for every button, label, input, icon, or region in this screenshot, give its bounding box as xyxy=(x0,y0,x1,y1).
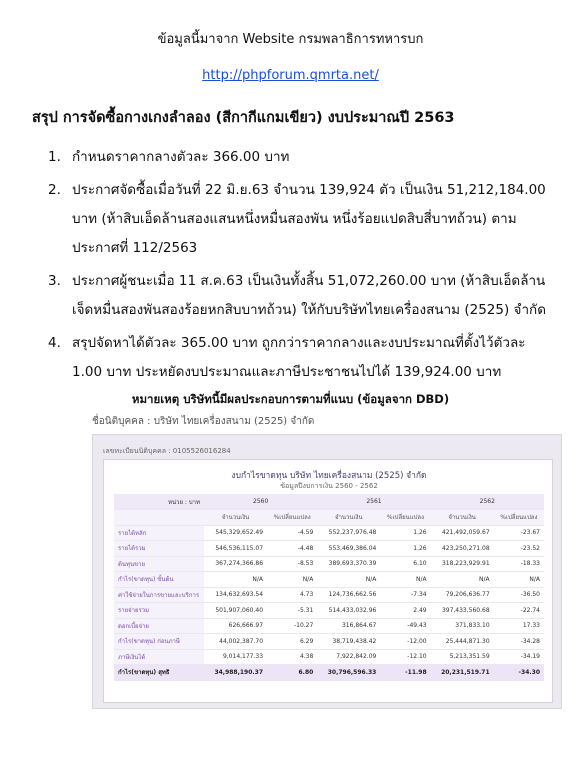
table-cell: 6.80 xyxy=(267,665,317,681)
table-row xyxy=(114,572,544,588)
summary-item-text: ประกาศจัดซื้อเมื่อวันที่ 22 มิ.ย.63 จำนวน 139,924 ตัว เป็นเงิน 51,212,184.00 บาท (ห้าสิบเอ็ดล้านสองแสนหนึ่งหมื่นสองพัน หนึ่งร้อยแปดสิบสี่บาทถ้วน) ตามประกาศที่ 112/2563 xyxy=(72,182,546,256)
table-cell: 6.29 xyxy=(267,634,317,650)
remark-note: หมายเหตุ บริษัทนี้มีผลประกอบการตามที่แนบ (ข้อมูลจาก DBD) xyxy=(131,392,450,406)
table-row xyxy=(114,525,544,541)
summary-item-text: ประกาศผู้ชนะเมื่อ 11 ส.ค.63 เป็นเงินทั้งสิ้น 51,072,260.00 บาท (ห้าสิบเอ็ดล้านเจ็ดหมื่นสองพันสองร้อยหกสิบบาทถ้วน) ให้กับบริษัทไทยเครื่องสนาม (2525) จำกัด xyxy=(72,273,546,318)
summary-item-number: 2. xyxy=(48,182,61,198)
sub-header: %เปลี่ยนแปลง xyxy=(267,510,317,526)
table-cell: 421,492,059.67 xyxy=(431,525,494,541)
summary-list xyxy=(48,143,558,391)
income-statement-table xyxy=(114,494,544,681)
table-cell: N/A xyxy=(431,572,494,588)
company-label: ชื่อนิติบุคคล : บริษัท ไทยเครื่องสนาม (2525) จำกัด xyxy=(92,416,315,427)
table-cell: 44,002,387.70 xyxy=(204,634,267,650)
table-cell: -23.52 xyxy=(494,541,544,557)
table-cell: 20,231,519.71 xyxy=(431,665,494,681)
table-cell: N/A xyxy=(380,572,430,588)
table-cell: 25,444,871.30 xyxy=(431,634,494,650)
row-label: กำไร(ขาดทุน) ขั้นต้น xyxy=(114,572,204,588)
table-cell: 38,719,438.42 xyxy=(317,634,380,650)
table-cell: 318,223,929.91 xyxy=(431,556,494,572)
table-cell: 514,433,032.96 xyxy=(317,603,380,619)
year-header: 2562 xyxy=(431,494,544,510)
table-cell: -36.50 xyxy=(494,587,544,603)
table-cell: 5,213,351.59 xyxy=(431,649,494,665)
summary-item-text: กำหนดราคากลางตัวละ 366.00 บาท xyxy=(72,149,290,165)
table-cell: 367,274,366.86 xyxy=(204,556,267,572)
table-cell: 79,206,636.77 xyxy=(431,587,494,603)
table-cell: -7.34 xyxy=(380,587,430,603)
table-cell: -12.10 xyxy=(380,649,430,665)
income-statement-title: งบกำไรขาดทุน บริษัท ไทยเครื่องสนาม (2525) จำกัด xyxy=(231,471,427,481)
table-cell: -49.43 xyxy=(380,618,430,634)
row-label: ภาษีเงินได้ xyxy=(114,649,204,665)
table-cell: 2.49 xyxy=(380,603,430,619)
table-cell: 34,988,190.37 xyxy=(204,665,267,681)
summary-item-number: 1. xyxy=(48,149,61,165)
sub-header: จำนวนเงิน xyxy=(204,510,267,526)
income-statement-box xyxy=(103,459,553,703)
row-label: ต้นทุนขาย xyxy=(114,556,204,572)
table-row xyxy=(114,541,544,557)
row-label: ค่าใช้จ่ายในการขายและบริการ xyxy=(114,587,204,603)
row-label: ดอกเบี้ยจ่าย xyxy=(114,618,204,634)
table-cell: N/A xyxy=(494,572,544,588)
sub-header: จำนวนเงิน xyxy=(431,510,494,526)
table-cell: -34.19 xyxy=(494,649,544,665)
summary-item xyxy=(48,267,558,325)
sub-header: จำนวนเงิน xyxy=(317,510,380,526)
table-cell: 1.26 xyxy=(380,541,430,557)
source-link[interactable]: http://phpforum.qmrta.net/ xyxy=(202,68,379,83)
table-cell: N/A xyxy=(317,572,380,588)
table-cell: 6.10 xyxy=(380,556,430,572)
table-cell: 17.33 xyxy=(494,618,544,634)
table-cell: -34.30 xyxy=(494,665,544,681)
table-row xyxy=(114,587,544,603)
summary-item-number: 3. xyxy=(48,273,61,289)
table-cell: 545,329,652.49 xyxy=(204,525,267,541)
table-cell: 316,864.67 xyxy=(317,618,380,634)
table-cell: N/A xyxy=(267,572,317,588)
source-note: ข้อมูลนี้มาจาก Website กรมพลาธิการทหารบก xyxy=(157,32,424,47)
registration-number: เลขทะเบียนนิติบุคคล : 0105526016284 xyxy=(103,447,231,455)
row-label: รายจ่ายรวม xyxy=(114,603,204,619)
table-cell: 30,796,596.33 xyxy=(317,665,380,681)
table-cell: 1.26 xyxy=(380,525,430,541)
table-cell: 626,666.97 xyxy=(204,618,267,634)
row-label: รายได้หลัก xyxy=(114,525,204,541)
income-statement-subtitle: ข้อมูลปีงบการเงิน 2560 - 2562 xyxy=(280,482,378,490)
table-cell: -18.33 xyxy=(494,556,544,572)
table-cell: 4.38 xyxy=(267,649,317,665)
table-cell: -23.67 xyxy=(494,525,544,541)
sub-header: %เปลี่ยนแปลง xyxy=(380,510,430,526)
summary-item-number: 4. xyxy=(48,335,61,351)
table-row xyxy=(114,603,544,619)
sub-header: %เปลี่ยนแปลง xyxy=(494,510,544,526)
table-cell: 371,833.10 xyxy=(431,618,494,634)
summary-title: สรุป การจัดซื้อกางเกงลำลอง (สีกากีแกมเขียว) งบประมาณปี 2563 xyxy=(32,110,455,126)
table-cell: -4.48 xyxy=(267,541,317,557)
table-cell: 397,433,560.68 xyxy=(431,603,494,619)
table-cell: 9,014,177.33 xyxy=(204,649,267,665)
table-cell: 546,536,115.07 xyxy=(204,541,267,557)
sub-header-row xyxy=(114,510,544,526)
unit-label: หน่วย : บาท xyxy=(114,494,204,510)
table-cell: 134,632,693.54 xyxy=(204,587,267,603)
table-row xyxy=(114,618,544,634)
table-cell: -34.28 xyxy=(494,634,544,650)
table-row xyxy=(114,556,544,572)
table-cell: 552,237,976.48 xyxy=(317,525,380,541)
table-cell: N/A xyxy=(204,572,267,588)
summary-item xyxy=(48,143,558,172)
summary-item xyxy=(48,329,558,387)
table-cell: -22.74 xyxy=(494,603,544,619)
table-cell: -5.31 xyxy=(267,603,317,619)
income-statement-body xyxy=(114,525,544,680)
table-cell: 7,922,842.09 xyxy=(317,649,380,665)
table-cell: -8.53 xyxy=(267,556,317,572)
table-cell: -12.00 xyxy=(380,634,430,650)
table-cell: 501,907,060.40 xyxy=(204,603,267,619)
dbd-screenshot-panel xyxy=(92,434,562,709)
table-row xyxy=(114,665,544,681)
row-label: รายได้รวม xyxy=(114,541,204,557)
year-header: 2560 xyxy=(204,494,317,510)
sub-header-blank xyxy=(114,510,204,526)
table-cell: -4.59 xyxy=(267,525,317,541)
year-header-row xyxy=(114,494,544,510)
summary-item xyxy=(48,176,558,263)
table-cell: -10.27 xyxy=(267,618,317,634)
summary-item-text: สรุปจัดหาได้ตัวละ 365.00 บาท ถูกกว่าราคากลางและงบประมาณที่ตั้งไว้ตัวละ 1.00 บาท ประหยัดงบประมาณและภาษีประชาชนไปได้ 139,924.00 บาท xyxy=(72,335,526,380)
year-header: 2561 xyxy=(317,494,430,510)
table-cell: 423,250,271.08 xyxy=(431,541,494,557)
row-label: กำไร(ขาดทุน) ก่อนภาษี xyxy=(114,634,204,650)
table-cell: 124,736,662.56 xyxy=(317,587,380,603)
table-cell: -11.98 xyxy=(380,665,430,681)
table-row xyxy=(114,649,544,665)
source-link-line xyxy=(0,68,581,83)
row-label: กำไร(ขาดทุน) สุทธิ xyxy=(114,665,204,681)
table-cell: 389,693,370.39 xyxy=(317,556,380,572)
table-cell: 553,469,386.04 xyxy=(317,541,380,557)
table-cell: 4.73 xyxy=(267,587,317,603)
table-row xyxy=(114,634,544,650)
